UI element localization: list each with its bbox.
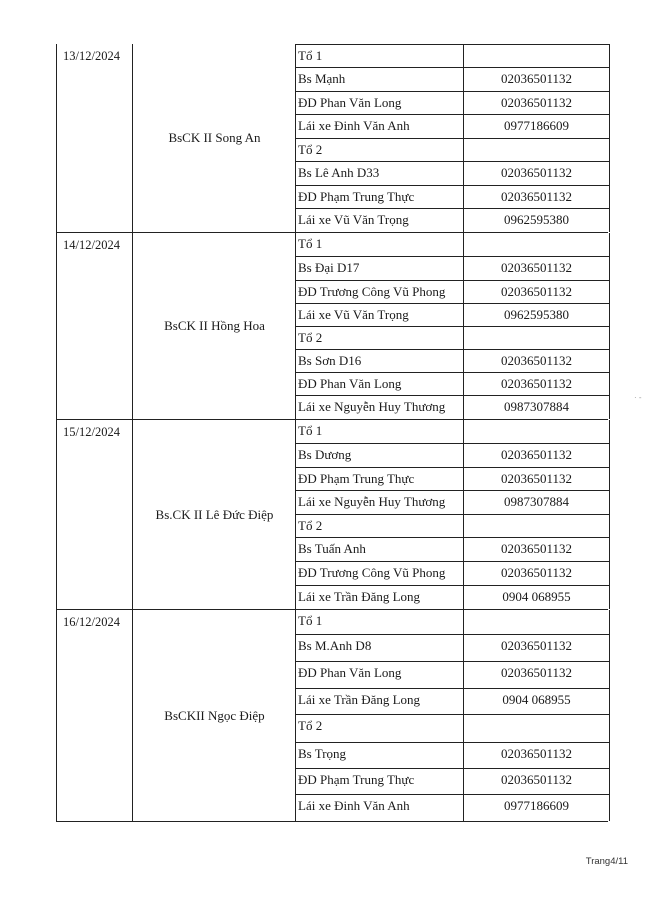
member-phone: 02036501132 [500,260,573,275]
member-name: Lái xe Nguyễn Huy Thương [296,396,464,419]
member-name: Lái xe Trần Đăng Long [296,689,464,714]
table-row [296,91,609,114]
member-phone: 0977186609 [504,798,569,813]
team-rows [295,44,610,232]
member-name: Bs Lê Anh D33 [296,162,464,185]
member-name: Tổ 1 [296,45,464,67]
table-row [296,742,609,768]
member-name: Bs Mạnh [296,68,464,91]
table-row [296,349,609,372]
member-name: Lái xe Trần Đăng Long [296,586,464,609]
table-row [296,114,609,138]
member-phone: 0962595380 [504,212,569,227]
table-row [296,661,609,688]
member-name: Lái xe Đinh Văn Anh [296,115,464,138]
date-label: 14/12/2024 [63,238,120,252]
table-row [296,326,609,349]
member-phone [464,515,609,537]
member-phone: 02036501132 [500,284,573,299]
leader-cell: Bs.CK II Lê Đức Điệp [132,420,296,609]
table-row [296,490,609,514]
day-group [56,233,608,419]
table-row [296,688,609,714]
table-row [296,514,609,537]
table-row [296,256,609,280]
table-row [296,585,609,609]
date-label: 16/12/2024 [63,615,120,629]
team-rows [295,420,610,609]
date-cell [56,233,133,419]
member-phone: 02036501132 [500,638,573,653]
table-row [296,67,609,91]
member-phone: 02036501132 [500,71,573,86]
table-row [296,138,609,161]
date-cell [56,44,133,232]
member-name: Bs Trọng [296,743,464,768]
member-name: Lái xe Đinh Văn Anh [296,795,464,821]
table-row [296,161,609,185]
member-name: Tổ 1 [296,610,464,634]
member-name: Lái xe Nguyễn Huy Thương [296,491,464,514]
date-label: 13/12/2024 [63,49,120,63]
member-name: Bs Dương [296,444,464,467]
date-cell [56,420,133,609]
member-name: ĐD Trương Công Vũ Phong [296,562,464,585]
table-row [296,537,609,561]
member-phone: 02036501132 [500,447,573,462]
table-row [296,395,609,419]
member-phone [464,715,609,742]
member-phone: 0987307884 [504,494,569,509]
table-row [296,44,609,67]
member-name: ĐD Phạm Trung Thực [296,769,464,794]
member-name: Tổ 2 [296,515,464,537]
member-phone: 02036501132 [500,746,573,761]
table-bottom-border [56,821,608,822]
member-phone [464,233,609,256]
member-phone: 02036501132 [500,772,573,787]
member-phone [464,45,609,67]
member-phone: 02036501132 [500,189,573,204]
member-name: Tổ 2 [296,715,464,742]
member-phone [464,420,609,443]
member-phone: 0987307884 [504,399,569,414]
member-phone: 0904 068955 [502,692,571,707]
leader-cell: BsCK II Song An [132,44,296,232]
page-number: Trang4/11 [585,856,628,867]
table-row [296,467,609,490]
member-phone [464,610,609,634]
member-name: ĐD Trương Công Vũ Phong [296,281,464,303]
member-phone: 0962595380 [504,307,569,322]
member-name: ĐD Phạm Trung Thực [296,468,464,490]
scan-artifact: · - [634,393,642,402]
member-name: Lái xe Vũ Văn Trọng [296,304,464,326]
member-phone: 0977186609 [504,118,569,133]
leader-cell: BsCK II Hồng Hoa [132,233,296,419]
table-row [296,420,609,443]
member-name: ĐD Phan Văn Long [296,662,464,688]
table-row [296,768,609,794]
table-row [296,714,609,742]
table-row [296,185,609,208]
table-row [296,794,609,821]
schedule-table [56,44,608,821]
table-row [296,561,609,585]
member-name: Bs M.Anh D8 [296,635,464,661]
member-phone [464,327,609,349]
date-cell [56,610,133,821]
member-name: Lái xe Vũ Văn Trọng [296,209,464,232]
member-name: ĐD Phạm Trung Thực [296,186,464,208]
member-phone: 02036501132 [500,165,573,180]
member-name: Tổ 1 [296,233,464,256]
member-phone: 02036501132 [500,471,573,486]
day-group [56,610,608,821]
table-row [296,634,609,661]
day-group [56,44,608,232]
leader-cell: BsCKII Ngọc Điệp [132,610,296,821]
member-name: Tổ 2 [296,327,464,349]
member-phone: 02036501132 [500,353,573,368]
table-row [296,610,609,634]
table-row [296,208,609,232]
table-row [296,233,609,256]
table-row [296,372,609,395]
date-label: 15/12/2024 [63,425,120,439]
member-name: ĐD Phan Văn Long [296,373,464,395]
member-name: Tổ 1 [296,420,464,443]
member-name: ĐD Phan Văn Long [296,92,464,114]
member-phone: 02036501132 [500,95,573,110]
member-name: Bs Đại D17 [296,257,464,280]
member-phone: 02036501132 [500,665,573,680]
day-group [56,420,608,609]
team-rows [295,233,610,419]
member-phone: 02036501132 [500,541,573,556]
table-row [296,303,609,326]
member-phone: 02036501132 [500,376,573,391]
member-phone: 0904 068955 [502,589,571,604]
table-row [296,280,609,303]
member-name: Bs Tuấn Anh [296,538,464,561]
team-rows [295,610,610,821]
member-phone [464,139,609,161]
table-row [296,443,609,467]
member-phone: 02036501132 [500,565,573,580]
member-name: Bs Sơn D16 [296,350,464,372]
member-name: Tổ 2 [296,139,464,161]
